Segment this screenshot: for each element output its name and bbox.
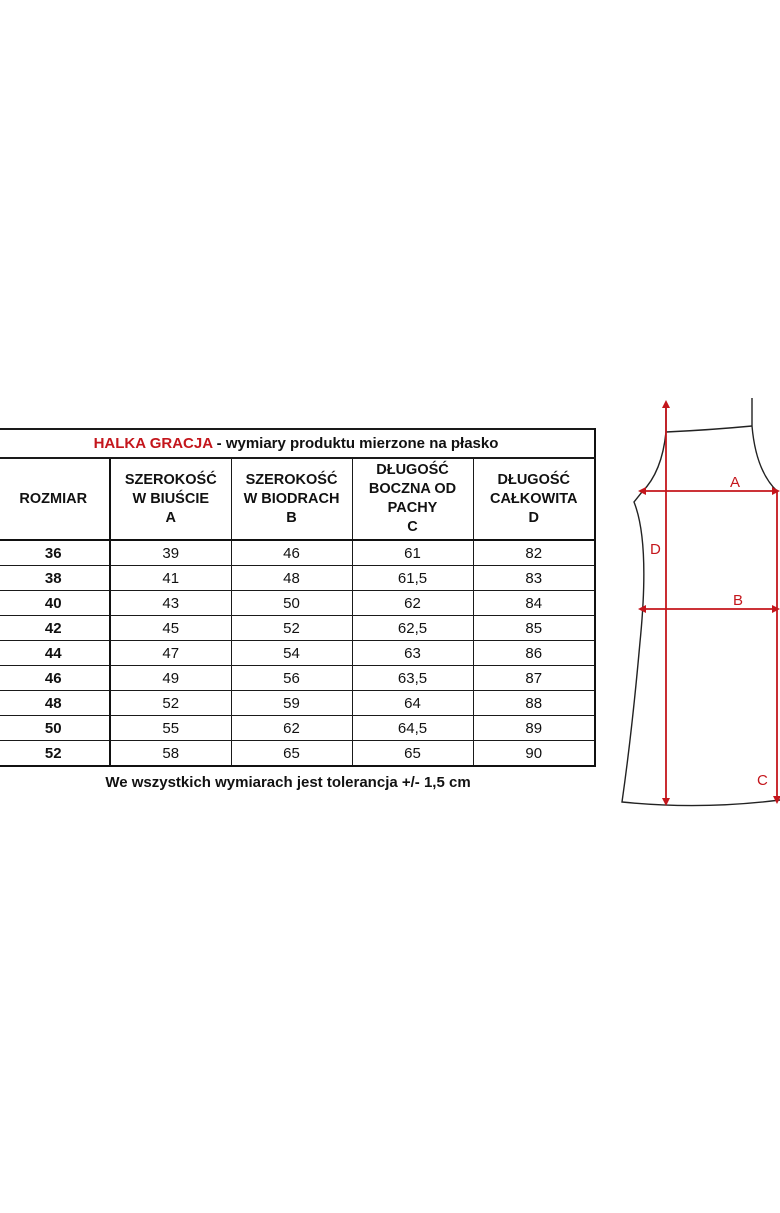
label-a: A <box>730 474 741 491</box>
bust-cell: 45 <box>110 616 231 641</box>
header-line: B <box>286 509 297 526</box>
hip-cell: 48 <box>231 566 352 591</box>
total-length-cell: 88 <box>473 691 595 716</box>
title-description: - wymiary produktu mierzone na płasko <box>212 435 499 452</box>
header-line: D <box>528 509 539 526</box>
side-length-cell: 61 <box>352 540 473 566</box>
table-row <box>0 641 595 666</box>
header-line: DŁUGOŚĆ <box>497 471 570 488</box>
table-row <box>0 666 595 691</box>
side-length-cell: 62 <box>352 591 473 616</box>
hip-cell: 65 <box>231 741 352 767</box>
header-side-length <box>352 458 473 540</box>
total-length-cell: 85 <box>473 616 595 641</box>
header-line: SZEROKOŚĆ <box>245 471 338 488</box>
table-body <box>0 540 595 766</box>
header-line: BOCZNA OD <box>368 481 457 497</box>
size-cell: 42 <box>0 616 110 641</box>
size-cell: 36 <box>0 540 110 566</box>
hip-cell: 62 <box>231 716 352 741</box>
dress-diagram <box>620 392 780 812</box>
hip-cell: 52 <box>231 616 352 641</box>
size-table <box>0 428 596 767</box>
size-cell: 52 <box>0 741 110 767</box>
dress-left-side <box>622 432 780 806</box>
header-line: A <box>165 509 176 526</box>
tolerance-note: We wszystkich wymiarach jest tolerancja +/- 1,5 cm <box>105 774 471 791</box>
size-cell: 46 <box>0 666 110 691</box>
header-line: CAŁKOWITA <box>489 490 578 507</box>
header-line: DŁUGOŚĆ <box>376 462 449 478</box>
bust-cell: 49 <box>110 666 231 691</box>
hip-cell: 54 <box>231 641 352 666</box>
side-length-cell: 63 <box>352 641 473 666</box>
size-cell: 40 <box>0 591 110 616</box>
label-d: D <box>650 541 661 558</box>
header-line: C <box>407 519 418 535</box>
table-row <box>0 591 595 616</box>
label-c: C <box>757 772 768 789</box>
dress-neckline <box>666 426 752 432</box>
header-line: ROZMIAR <box>19 490 88 507</box>
header-hip-width <box>231 458 352 540</box>
hip-cell: 46 <box>231 540 352 566</box>
header-line: W BIODRACH <box>243 490 340 507</box>
table-row <box>0 691 595 716</box>
header-bust-width <box>110 458 231 540</box>
side-length-cell: 64 <box>352 691 473 716</box>
header-line: W BIUŚCIE <box>132 490 210 507</box>
bust-cell: 58 <box>110 741 231 767</box>
total-length-cell: 82 <box>473 540 595 566</box>
total-length-cell: 90 <box>473 741 595 767</box>
total-length-cell: 89 <box>473 716 595 741</box>
hip-cell: 56 <box>231 666 352 691</box>
header-line: PACHY <box>387 500 438 516</box>
table-row <box>0 566 595 591</box>
header-row <box>0 458 595 540</box>
total-length-cell: 84 <box>473 591 595 616</box>
side-length-cell: 63,5 <box>352 666 473 691</box>
table-row <box>0 616 595 641</box>
product-name: HALKA GRACJA <box>93 435 213 452</box>
header-total-length <box>473 458 595 540</box>
table-row <box>0 540 595 566</box>
bust-cell: 39 <box>110 540 231 566</box>
size-cell: 38 <box>0 566 110 591</box>
side-length-cell: 62,5 <box>352 616 473 641</box>
dress-outline <box>622 398 780 806</box>
side-length-cell: 61,5 <box>352 566 473 591</box>
size-cell: 44 <box>0 641 110 666</box>
total-length-cell: 87 <box>473 666 595 691</box>
bust-cell: 47 <box>110 641 231 666</box>
header-line: SZEROKOŚĆ <box>124 471 217 488</box>
side-length-cell: 64,5 <box>352 716 473 741</box>
table-title <box>0 429 595 458</box>
hip-cell: 50 <box>231 591 352 616</box>
total-length-cell: 83 <box>473 566 595 591</box>
bust-cell: 41 <box>110 566 231 591</box>
label-b: B <box>733 592 744 609</box>
bust-cell: 55 <box>110 716 231 741</box>
size-cell: 48 <box>0 691 110 716</box>
table-row <box>0 741 595 767</box>
hip-cell: 59 <box>231 691 352 716</box>
bust-cell: 43 <box>110 591 231 616</box>
bust-cell: 52 <box>110 691 231 716</box>
size-cell: 50 <box>0 716 110 741</box>
dress-right-side <box>752 426 778 492</box>
header-size <box>0 458 110 540</box>
total-length-cell: 86 <box>473 641 595 666</box>
side-length-cell: 65 <box>352 741 473 767</box>
table-row <box>0 716 595 741</box>
